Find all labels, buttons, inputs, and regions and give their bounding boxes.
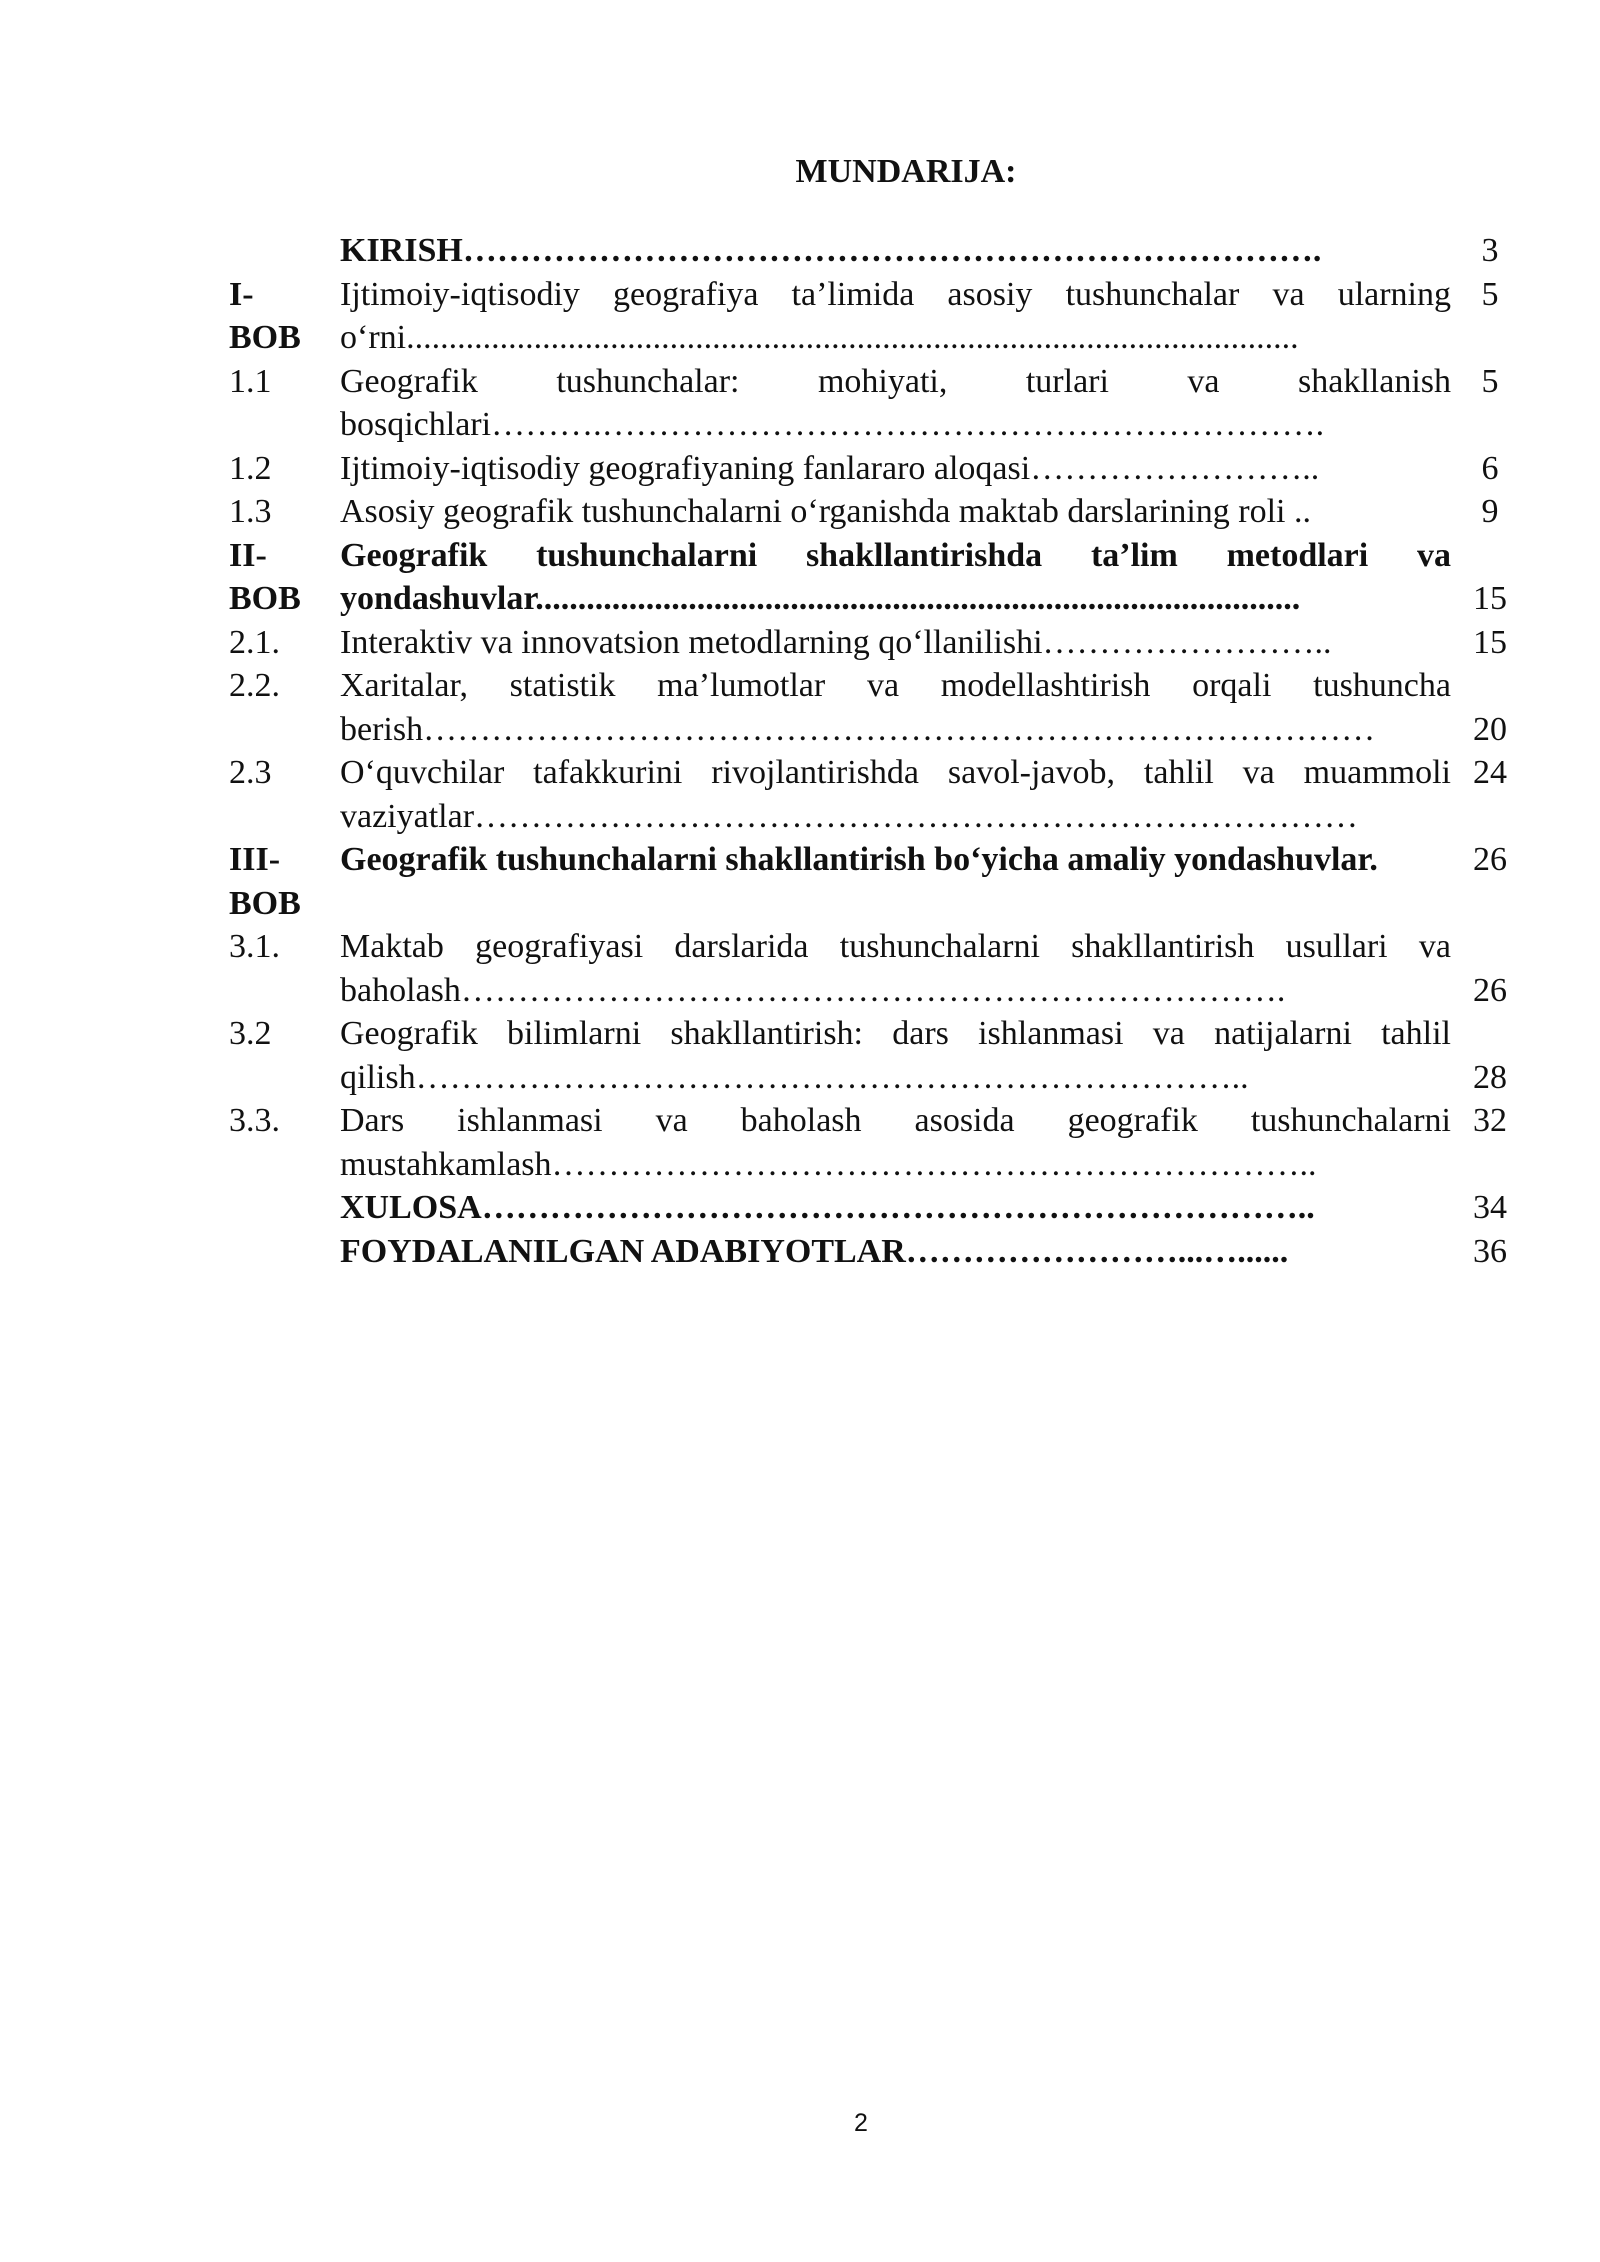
toc-row-title: Ijtimoiy-iqtisodiy geografiya ta’limida asosiy tushunchalar va ularning o‘rni.........................................................................................................	[340, 275, 1451, 356]
toc-row-3-3	[229, 1099, 1529, 1186]
toc-row-1-1	[229, 360, 1529, 447]
toc-row-number: 3.1.	[229, 928, 280, 965]
toc-row-title: Geografik tushunchalar: mohiyati, turlari va shakllanish bosqichlari……….……………………………………………………….	[340, 362, 1451, 443]
toc-row-title: Geografik tushunchalarni shakllantirishda ta’lim metodlari va yondashuvlar..........................................................................................	[340, 536, 1451, 617]
toc-row-number: 1.2	[229, 449, 272, 487]
toc-row-2-1	[229, 621, 1529, 665]
toc-row-page: 24	[1473, 754, 1507, 791]
toc-row-number: 1.1	[229, 362, 272, 400]
toc-row-page: 15	[1473, 623, 1507, 661]
toc-row-3-1	[229, 925, 1529, 1012]
toc-row-3-2	[229, 1012, 1529, 1099]
toc-row-title: KIRISH………………………………………………………………….	[340, 232, 1322, 269]
toc-row-page	[1451, 1012, 1529, 1099]
toc-row-title: Dars ishlanmasi va baholash asosida geografik tushunchalarni mustahkamlash…………………………………………………………..	[340, 1102, 1451, 1183]
page-number: 2	[854, 2109, 868, 2137]
toc-row-page-value: 28	[1473, 1058, 1507, 1096]
toc-row-kirish	[229, 229, 1529, 273]
toc-row-number: III- BOB	[229, 841, 301, 922]
toc-row-page: 26	[1473, 841, 1507, 878]
toc-row-1-3	[229, 490, 1529, 534]
toc-row-number: II- BOB	[229, 536, 301, 617]
toc-row-title: Xaritalar, statistik ma’lumotlar va modellashtirish orqali tushuncha berish…………………………………………………………………………	[340, 667, 1451, 748]
toc-row-number: 3.3.	[229, 1102, 280, 1139]
toc-row-xulosa	[229, 1186, 1529, 1230]
toc-row-number: 2.1.	[229, 623, 280, 661]
toc-row-1-2	[229, 447, 1529, 491]
toc-row-page-value: 26	[1473, 971, 1507, 1009]
toc-row-title: Geografik tushunchalarni shakllantirish bo‘yicha amaliy yondashuvlar.	[340, 841, 1378, 878]
toc-row-page: 3	[1481, 232, 1499, 269]
toc-row-title: Ijtimoiy-iqtisodiy geografiyaning fanlararo aloqasi……………………..	[340, 449, 1320, 487]
toc-row-title: Maktab geografiyasi darslarida tushunchalarni shakllantirish usullari va baholash……………………………………………………………….	[340, 928, 1451, 1009]
toc-row-2-2	[229, 664, 1529, 751]
toc-row-page	[1451, 925, 1529, 1012]
toc-row-page-value: 20	[1473, 710, 1507, 748]
table-of-contents	[229, 229, 1529, 1273]
toc-row-title: XULOSA………………………………………………………………..	[340, 1189, 1315, 1226]
toc-row-page: 36	[1473, 1232, 1507, 1270]
toc-row-chapter-1	[229, 273, 1529, 360]
toc-row-adabiyotlar	[229, 1230, 1529, 1274]
toc-row-page: 5	[1481, 362, 1499, 400]
toc-row-page: 34	[1473, 1189, 1507, 1226]
toc-row-2-3	[229, 751, 1529, 838]
toc-row-page: 32	[1473, 1102, 1507, 1139]
toc-row-title: O‘quvchilar tafakkurini rivojlantirishda savol-javob, tahlil va muammoli vaziyatlar……………………………………………………………………	[340, 754, 1451, 835]
toc-row-title: FOYDALANILGAN ADABIYOTLAR……………………...…......	[340, 1232, 1289, 1270]
toc-row-title: Asosiy geografik tushunchalarni o‘rganishda maktab darslarining roli ..	[340, 493, 1311, 530]
toc-row-chapter-2	[229, 534, 1529, 621]
toc-row-title: Interaktiv va innovatsion metodlarning qo‘llanilishi……………………..	[340, 623, 1332, 661]
toc-row-page: 5	[1481, 275, 1499, 313]
toc-row-number: I- BOB	[229, 275, 301, 356]
toc-row-number: 2.2.	[229, 667, 280, 704]
toc-row-number: 1.3	[229, 493, 272, 530]
toc-row-title: Geografik bilimlarni shakllantirish: dars ishlanmasi va natijalarni tahlil qilish………………………………………………………………..	[340, 1015, 1451, 1096]
toc-row-chapter-3	[229, 838, 1529, 925]
toc-row-page-value: 15	[1473, 580, 1507, 617]
toc-row-number: 2.3	[229, 754, 272, 791]
toc-row-page: 9	[1481, 493, 1499, 530]
toc-row-page: 6	[1481, 449, 1499, 487]
toc-row-number: 3.2	[229, 1015, 272, 1052]
page-title: MUNDARIJA:	[795, 153, 1017, 190]
toc-row-page	[1451, 534, 1529, 621]
toc-row-page	[1451, 664, 1529, 751]
